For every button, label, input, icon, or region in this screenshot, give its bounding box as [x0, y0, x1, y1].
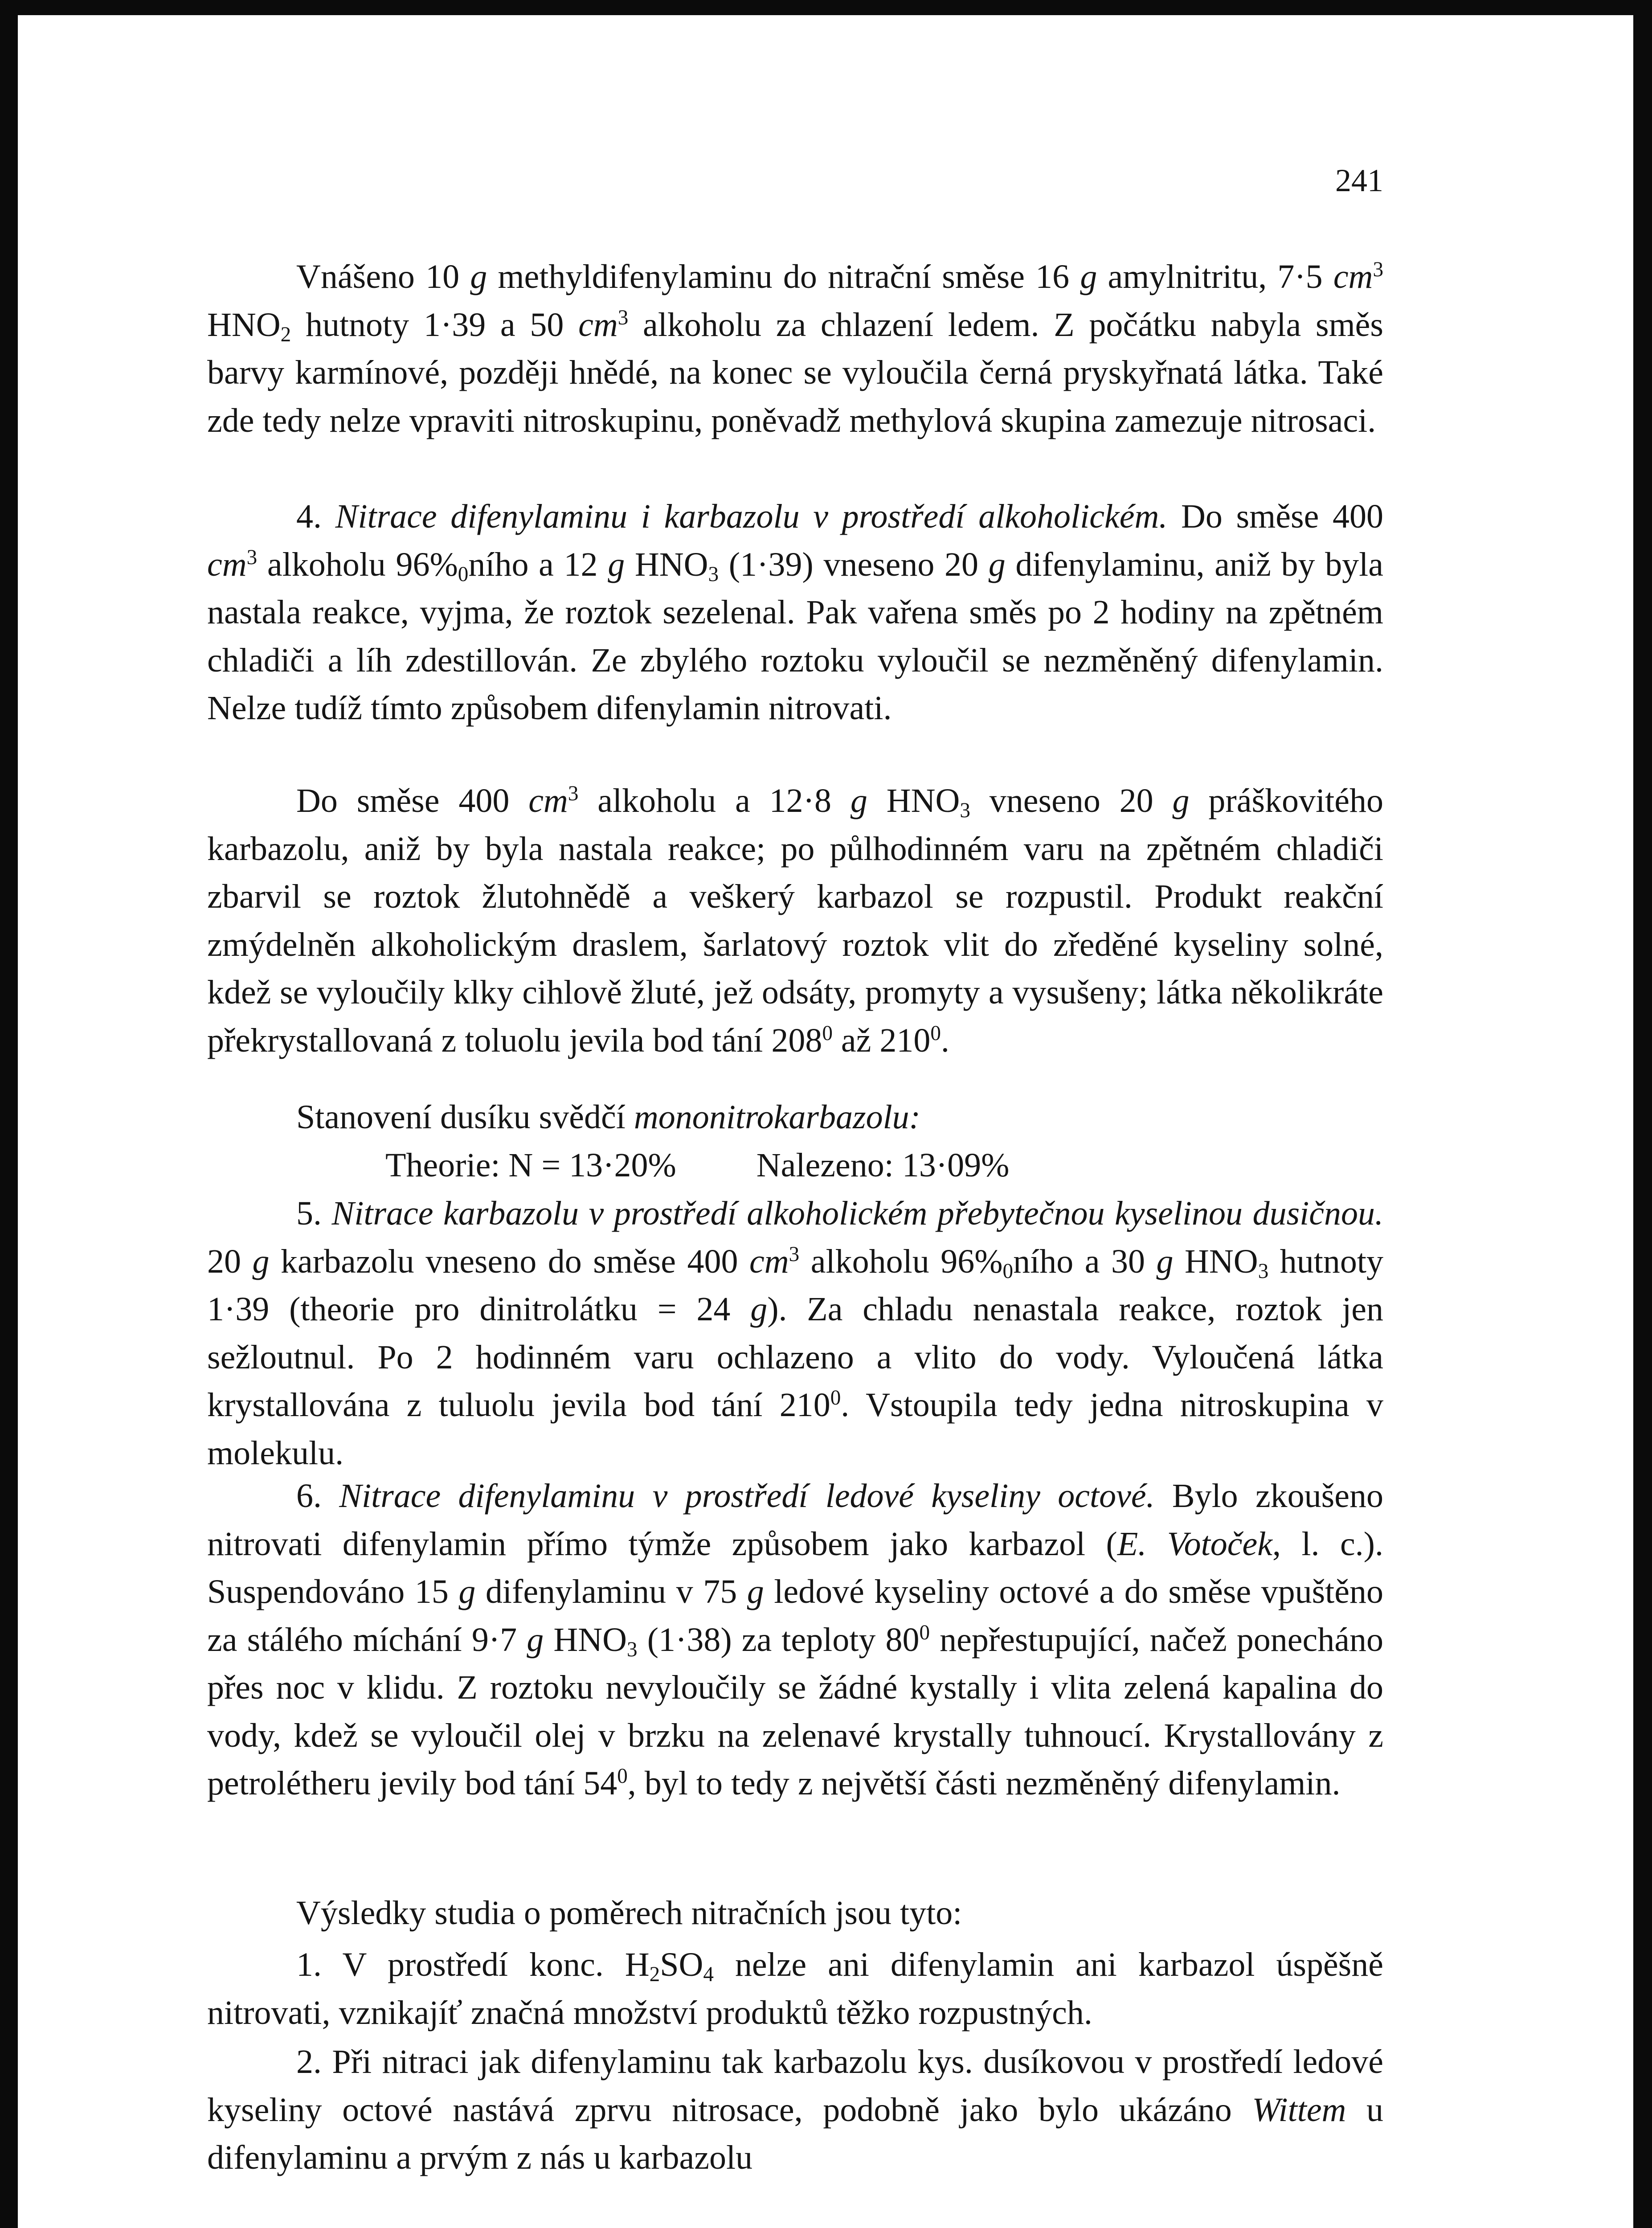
- section-6: 6. Nitrace difenylaminu v prostředí ledové kyseliny octové. Bylo zkoušeno nitrovati difenylamin přímo týmže způsobem jako karbazol (E. Votoček, l. c.). Suspendováno 15 g difenylaminu v 75 g ledové kyseliny octové a do směse vpuštěno za stálého míchání 9·7 g $HNO_3$ (1·38) za teploty $80^0$ nepřestupující, načež ponecháno přes noc v klidu. Z roztoku nevyloučily se žádné kystally i vlita zelená kapalina do vody, kdež se vyloučil olej v brzku na zelenavé krystally tuhnoucí. Krystallovány z petrolétheru jevily bod tání $54^0$, byl to tedy z největší části nezměněný difenylamin.: [207, 1477, 1384, 1802]
- page-number: 241: [1335, 163, 1383, 198]
- result-1: 1. V prostředí konc. $H_2SO_4$ nelze ani difenylamin ani karbazol úspěšně nitrovati, vznikajíť značná množství produktů těžko rozpustných.: [207, 1946, 1383, 2031]
- paragraph-methyldifenylamin: Vnášeno 10 g methyldifenylaminu do nitrační směse 16 g amylnitritu, 7·5 $cm^3$ $HNO_2$ hutnoty 1·39 a 50 $cm^3$ alkoholu za chlazení ledem. Z počátku nabyla směs barvy karmínové, později hnědé, na konec se vyloučila černá pryskyřnatá látka. Také zde tedy nelze vpraviti nitroskupinu, poněvadž methylová skupina zamezuje nitrosaci.: [207, 258, 1383, 439]
- section-5-heading: Nitrace karbazolu v prostředí alkoholickém přebytečnou kyselinou dusičnou.: [331, 1195, 1383, 1232]
- scanned-page: [18, 15, 1633, 2228]
- analysis-results: [207, 1142, 1383, 1190]
- section-5: 5. Nitrace karbazolu v prostředí alkoholickém přebytečnou kyselinou dusičnou. 20 g karbazolu vneseno do směse 400 $cm^3$ alkoholu $96\%_0ního$ a 30 g $HNO_3$ hutnoty 1·39 (theorie pro dinitrolátku = 24 g). Za chladu nenastala reakce, roztok jen sežloutnul. Po 2 hodinném varu ochlazeno a vlito do vody. Vyloučená látka krystallována z tuluolu jevila bod tání $210^0$. Vstoupila tedy jedna nitroskupina v molekulu.: [207, 1195, 1384, 1472]
- section-6-heading: Nitrace difenylaminu v prostředí ledové kyseliny octové.: [339, 1477, 1155, 1515]
- section-4: 4. Nitrace difenylaminu i karbazolu v prostředí alkoholickém. Do směse 400 $cm^3$ alkoholu $96\%_0ního$ a 12 g $HNO_3$ (1·39) vneseno 20 g difenylaminu, aniž by byla nastala reakce, vyjma, že roztok sezelenal. Pak vařena směs po 2 hodiny na zpětném chladiči a líh zdestillován. Ze zbylého roztoku vyloučil se nezměněný difenylamin. Nelze tudíž tímto způsobem difenylamin nitrovati.: [207, 498, 1384, 727]
- theory-value: Theorie: N = 13·20%: [385, 1147, 676, 1184]
- results-intro: Výsledky studia o poměrech nitračních jsou tyto:: [296, 1894, 962, 1932]
- result-2: 2. Při nitraci jak difenylaminu tak karbazolu kys. dusíkovou v prostředí ledové kyseliny octové nastává zprvu nitrosace, podobně jako bylo ukázáno Wittem u difenylaminu a prvým z nás u karbazolu: [207, 2043, 1384, 2176]
- section-4-heading: Nitrace difenylaminu i karbazolu v prostředí alkoholickém.: [335, 498, 1168, 535]
- found-value: Nalezeno: 13·09%: [756, 1147, 1010, 1184]
- nitrogen-determination: Stanovení dusíku svědčí mononitrokarbazolu:: [296, 1098, 920, 1136]
- paragraph-karbazol: Do směse 400 $cm^3$ alkoholu a 12·8 g $HNO_3$ vneseno 20 g práškovitého karbazolu, aniž by byla nastala reakce; po půlhodinném varu na zpětném chladiči zbarvil se roztok žlutohnědě a veškerý karbazol se rozpustil. Produkt reakční zmýdelněn alkoholickým draslem, šarlatový roztok vlit do zředěné kyseliny solné, kdež se vyloučily klky cihlově žluté, jež odsáty, promyty a vysušeny; látka několikráte překrystallovaná z toluolu jevila bod tání $208^0$ až $210^0$.: [207, 782, 1383, 1059]
